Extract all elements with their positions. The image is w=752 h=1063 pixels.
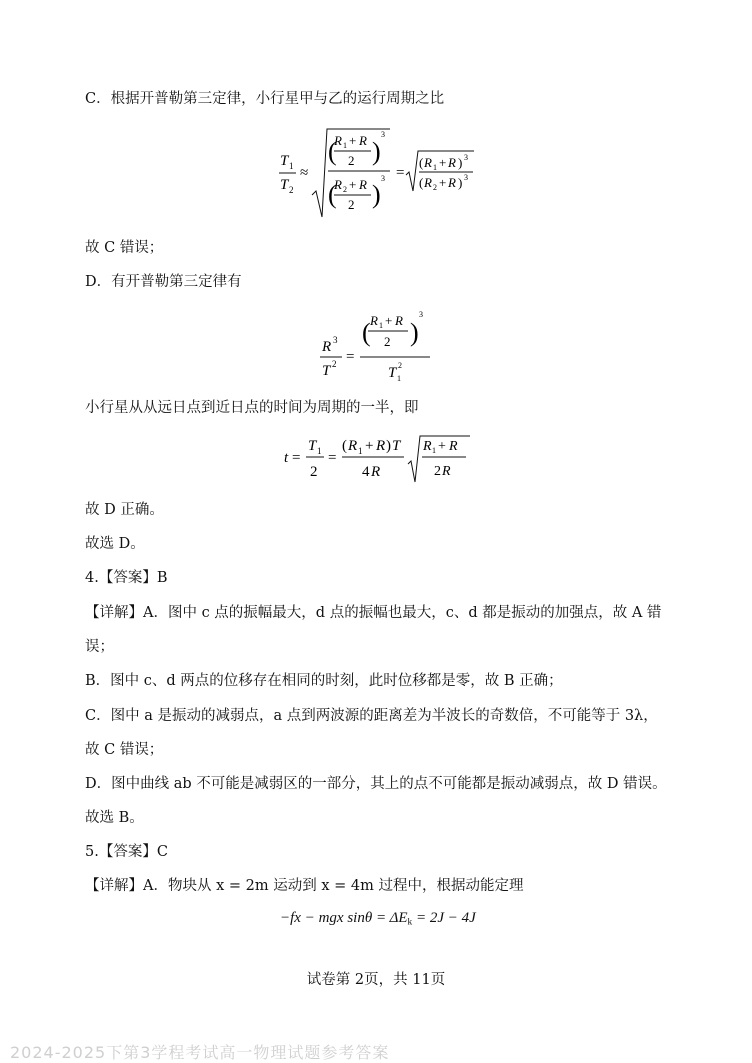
svg-text:R: R [424, 175, 432, 190]
equation-time-svg [282, 430, 472, 485]
svg-text:T: T [308, 438, 317, 454]
svg-text:1: 1 [397, 374, 401, 383]
svg-text:+: + [349, 177, 357, 192]
svg-text:): ) [458, 175, 463, 190]
equation-period-ratio-svg [278, 125, 478, 220]
svg-text:2: 2 [398, 361, 402, 370]
svg-text:R: R [376, 438, 386, 454]
svg-text:R: R [448, 155, 456, 170]
svg-text:(: ( [419, 175, 424, 190]
svg-text:3: 3 [464, 153, 468, 162]
svg-text:t: t [284, 450, 289, 466]
svg-text:3: 3 [464, 173, 468, 182]
svg-text:=: = [328, 450, 337, 466]
equation-kepler-third-law [318, 305, 438, 385]
svg-text:R: R [442, 464, 451, 479]
text-line: 误； [85, 639, 114, 655]
svg-text:R: R [359, 177, 367, 192]
svg-text:R: R [334, 177, 342, 192]
svg-text:2: 2 [384, 334, 391, 349]
svg-text:2: 2 [343, 185, 347, 194]
svg-text:): ) [372, 137, 381, 166]
svg-text:+: + [439, 175, 447, 190]
text-line: 故选 B。 [85, 810, 144, 826]
text-line: 故选 D。 [85, 536, 145, 552]
svg-text:R: R [371, 464, 381, 480]
text-line: C．图中 a 是振动的减弱点，a 点到两波源的距离差为半波长的奇数倍，不可能等于 3λ， [85, 708, 658, 724]
text-line: 故 C 错误； [85, 742, 164, 758]
equation-work-energy: −fx − mgx $\sin\theta = \Delta E_k = 2J - 4J$ [280, 910, 476, 928]
svg-text:1: 1 [432, 446, 436, 455]
svg-text:): ) [372, 180, 381, 209]
svg-text:T: T [280, 153, 289, 169]
svg-text:R: R [348, 438, 358, 454]
svg-text:=: = [396, 165, 405, 181]
svg-text:R: R [370, 313, 378, 328]
svg-text:R: R [334, 133, 342, 148]
equation-period-ratio [278, 125, 478, 220]
text-line: 故 D 正确。 [85, 502, 164, 518]
svg-text:1: 1 [433, 163, 437, 172]
svg-text:(: ( [328, 180, 337, 209]
svg-text:2: 2 [348, 197, 355, 212]
text-line: 4.【答案】B [85, 570, 168, 586]
svg-text:3: 3 [381, 174, 385, 183]
svg-text:1: 1 [379, 321, 383, 330]
svg-text:T: T [392, 438, 401, 454]
svg-text:R: R [395, 313, 403, 328]
svg-text:1: 1 [343, 141, 347, 150]
svg-text:2: 2 [348, 153, 355, 168]
svg-text:+: + [365, 438, 374, 454]
equation-half-period-time [282, 430, 472, 485]
svg-text:(: ( [328, 137, 337, 166]
text-line: 【详解】A．物块从 x = 2m 运动到 x = 4m 过程中，根据动能定理 [85, 878, 524, 894]
svg-text:=: = [346, 349, 355, 365]
svg-text:3: 3 [381, 130, 385, 139]
svg-text:(: ( [362, 318, 371, 347]
svg-text:2: 2 [434, 464, 441, 479]
svg-text:2: 2 [332, 359, 337, 369]
text-line: C．根据开普勒第三定律，小行星甲与乙的运行周期之比 [85, 91, 445, 107]
svg-text:R: R [424, 155, 432, 170]
svg-text:+: + [385, 313, 393, 328]
equation-kepler-svg [318, 305, 438, 385]
svg-text:≈: ≈ [300, 165, 309, 181]
svg-text:+: + [438, 439, 446, 454]
watermark: 2024-2025下第3学程考试高一物理试题参考答案 [10, 1043, 390, 1062]
svg-text:(: ( [419, 155, 424, 170]
svg-text:): ) [386, 438, 391, 454]
svg-text:): ) [458, 155, 463, 170]
text-line: 5.【答案】C [85, 844, 168, 860]
text-line: 【详解】A．图中 c 点的振幅最大，d 点的振幅也最大，c、d 都是振动的加强点，故 A 错 [85, 605, 662, 621]
svg-text:R: R [448, 175, 456, 190]
svg-text:+: + [439, 155, 447, 170]
svg-text:+: + [349, 133, 357, 148]
svg-text:3: 3 [419, 310, 423, 319]
svg-text:T: T [280, 177, 289, 193]
text-line: 小行星从从远日点到近日点的时间为周期的一半，即 [85, 400, 419, 416]
svg-text:1: 1 [317, 446, 322, 456]
svg-text:(: ( [342, 438, 347, 454]
svg-text:T: T [322, 363, 331, 379]
svg-text:1: 1 [358, 446, 363, 456]
svg-text:2: 2 [310, 464, 318, 480]
svg-text:2: 2 [289, 185, 294, 195]
svg-text:3: 3 [333, 335, 338, 345]
text-line: D．有开普勒第三定律有 [85, 274, 242, 290]
svg-text:R: R [359, 133, 367, 148]
svg-text:2: 2 [433, 183, 437, 192]
svg-text:1: 1 [289, 161, 294, 171]
svg-text:R: R [449, 439, 458, 454]
svg-text:=: = [292, 450, 301, 466]
svg-text:T: T [388, 365, 397, 381]
text-line: 故 C 错误； [85, 240, 164, 256]
text-line: D．图中曲线 ab 不可能是减弱区的一部分，其上的点不可能都是振动减弱点，故 D 错误。 [85, 776, 667, 792]
page-footer: 试卷第 2页，共 11页 [306, 972, 446, 988]
svg-text:4: 4 [362, 464, 370, 480]
svg-text:R: R [322, 339, 332, 355]
text-line: B．图中 c、d 两点的位移存在相同的时刻，此时位移都是零，故 B 正确； [85, 673, 563, 689]
svg-text:R: R [423, 439, 432, 454]
svg-text:): ) [410, 318, 419, 347]
